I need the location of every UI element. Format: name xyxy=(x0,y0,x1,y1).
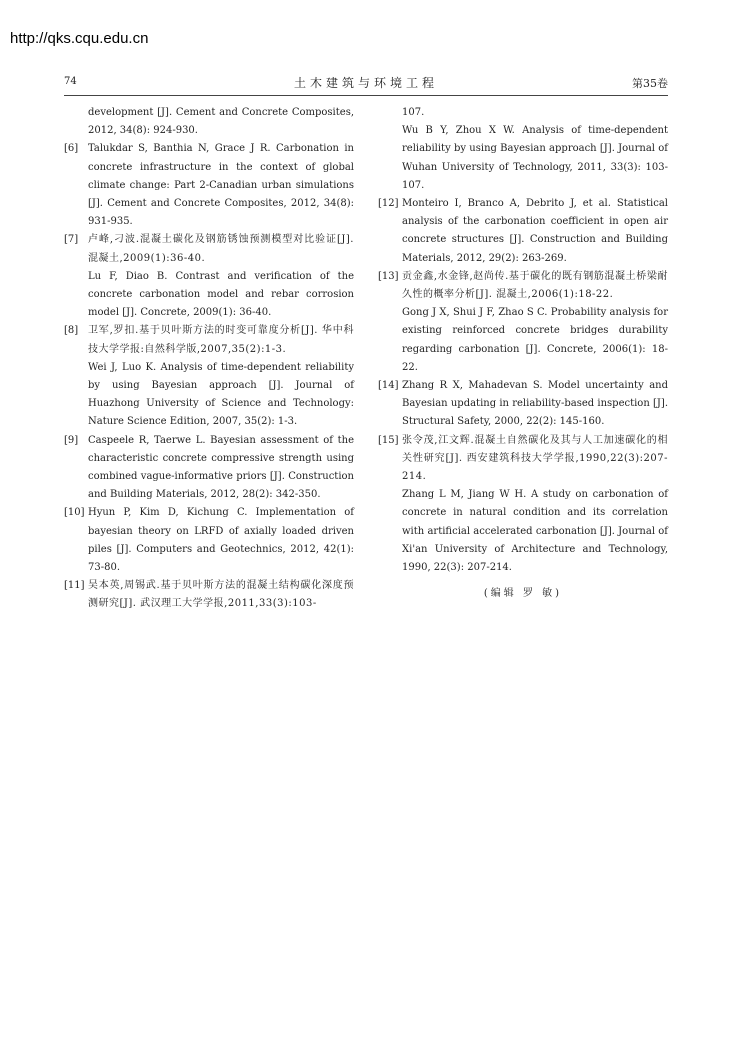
reference-number: [6] xyxy=(64,143,79,155)
reference-number: [14] xyxy=(378,380,399,392)
references-left-column xyxy=(64,104,354,614)
reference-item xyxy=(64,322,354,431)
reference-number: [9] xyxy=(64,434,79,446)
reference-item xyxy=(378,104,668,195)
reference-item xyxy=(378,268,668,377)
reference-text: 吴本英,周锡武.基于贝叶斯方法的混凝土结构碳化深度预测研究[J]. 武汉理工大学学报,2011,33(3):103- xyxy=(88,580,354,610)
running-header xyxy=(64,74,668,92)
editor-note: (编辑 罗 敏) xyxy=(483,588,563,599)
header-rule xyxy=(64,95,668,96)
reference-text: Wei J, Luo K. Analysis of time-dependent reliability by using Bayesian approach [J]. Journal of Huazhong University of Science and Technology: Nature Science Edition, 2007, 35(2): 1-3. xyxy=(88,361,354,428)
reference-text: 张令茂,江文辉.混凝土自然碳化及其与人工加速碳化的相关性研究[J]. 西安建筑科技大学学报,1990,22(3):207-214. xyxy=(402,434,668,483)
reference-number: [11] xyxy=(64,580,85,592)
reference-text: Monteiro I, Branco A, Debrito J, et al. Statistical analysis of the carbonation coefficient in open air concrete structures [J]. Construction and Building Materials, 2012, 29(2): 263-269. xyxy=(402,198,668,264)
reference-text: Lu F, Diao B. Contrast and verification of the concrete carbonation model and rebar corrosion model [J]. Concrete, 2009(1): 36-40. xyxy=(88,270,354,319)
reference-text: Zhang L M, Jiang W H. A study on carbonation of concrete in natural condition and its correlation with artificial accelerated carbonation [J]. Journal of Xi'an University of Architecture and Technology, 1990, 22(3): 207-214. xyxy=(402,489,668,574)
reference-text: Zhang R X, Mahadevan S. Model uncertainty and Bayesian updating in reliability-based inspection [J]. Structural Safety, 2000, 22(2): 145-160. xyxy=(402,380,668,428)
reference-text: 卢峰,刁波.混凝土碳化及钢筋锈蚀预测模型对比验证[J]. 混凝土,2009(1):36-40. xyxy=(88,234,354,264)
reference-text: Hyun P, Kim D, Kichung C. Implementation of bayesian theory on LRFD of axially loaded driven piles [J]. Computers and Geotechnics, 2012, 42(1): 73-80. xyxy=(88,507,354,574)
source-url[interactable]: http://qks.cqu.edu.cn xyxy=(10,30,149,47)
reference-text: Caspeele R, Taerwe L. Bayesian assessment of the characteristic concrete compressive strength using combined vague-informative priors [J]. Construction and Building Materials, 2012, 28(2): 342-350. xyxy=(88,434,354,501)
reference-number: [13] xyxy=(378,270,399,282)
reference-text: Talukdar S, Banthia N, Grace J R. Carbonation in concrete infrastructure in the context of global climate change: Part 2-Canadian urban simulations [J]. Cement and Concrete Composites, 2012, 34(8): 931-935. xyxy=(88,143,354,228)
reference-number: [15] xyxy=(378,434,399,446)
reference-number: [10] xyxy=(64,507,85,519)
reference-text: 107. xyxy=(402,107,425,118)
reference-item xyxy=(64,432,354,505)
reference-item xyxy=(64,140,354,231)
reference-item xyxy=(64,504,354,577)
reference-text: Wu B Y, Zhou X W. Analysis of time-dependent reliability by using Bayesian approach [J]. Journal of Wuhan University of Technology, 2011, 33(3): 103-107. xyxy=(402,125,668,191)
reference-text: 贡金鑫,水金锋,赵尚传.基于碳化的既有钢筋混凝土桥梁耐久性的概率分析[J]. 混凝土,2006(1):18-22. xyxy=(402,270,668,301)
reference-number: [7] xyxy=(64,234,79,246)
reference-item xyxy=(378,432,668,578)
reference-item xyxy=(378,195,668,268)
reference-number: [8] xyxy=(64,325,79,337)
reference-number: [12] xyxy=(378,198,399,210)
page-number: 74 xyxy=(64,76,77,87)
reference-item xyxy=(64,104,354,140)
journal-title: 土木建筑与环境工程 xyxy=(293,76,438,90)
reference-text: development [J]. Cement and Concrete Composites, 2012, 34(8): 924-930. xyxy=(88,107,354,137)
reference-text: Gong J X, Shui J F, Zhao S C. Probability analysis for existing reinforced concrete bridges durability regarding carbonation [J]. Concrete, 2006(1): 18-22. xyxy=(402,307,668,373)
volume-label: 第35卷 xyxy=(632,77,668,90)
reference-item xyxy=(378,377,668,432)
reference-item xyxy=(64,231,354,322)
references-right-column xyxy=(378,104,668,577)
reference-item xyxy=(64,577,354,613)
reference-text: 卫军,罗扣.基于贝叶斯方法的时变可靠度分析[J]. 华中科技大学学报:自然科学版,2007,35(2):1-3. xyxy=(88,325,354,355)
